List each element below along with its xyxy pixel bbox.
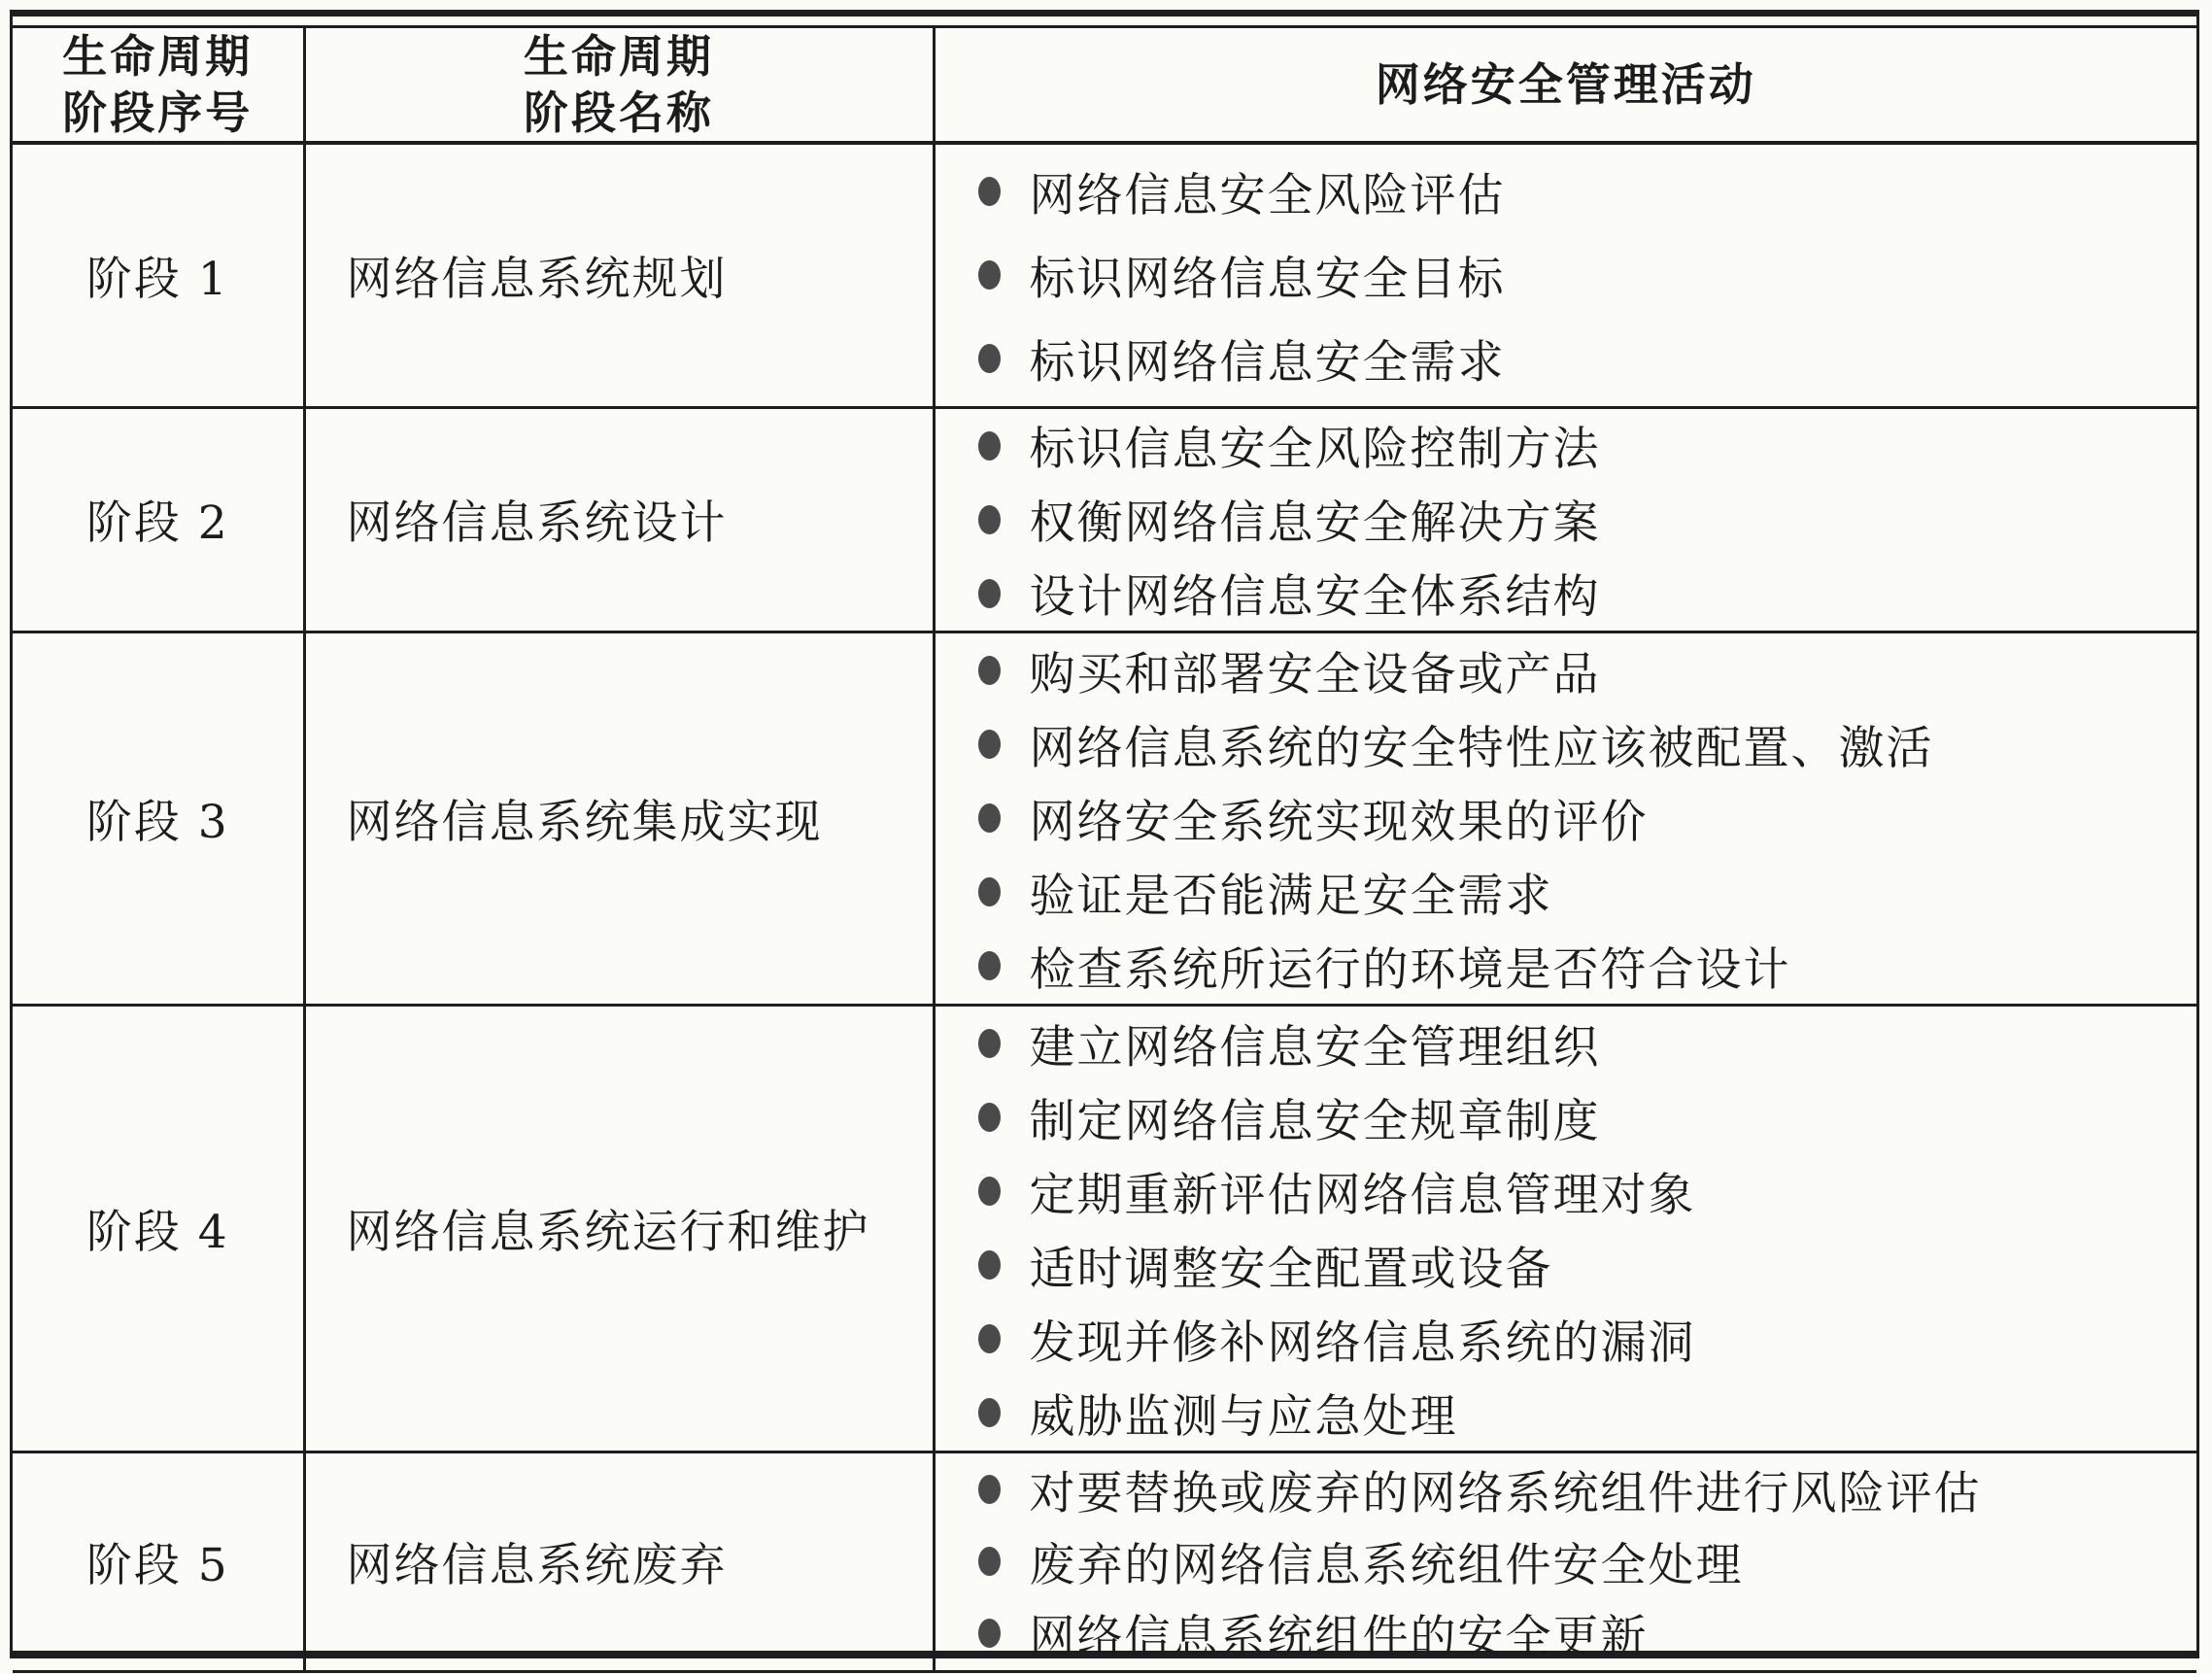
activity-item [978, 1376, 2188, 1450]
activity-text: 设计网络信息安全体系结构 [1029, 570, 1601, 624]
activity-item [978, 233, 2188, 317]
activity-item [978, 317, 2188, 400]
activity-item [978, 1154, 2188, 1228]
activities-cell [934, 632, 2196, 1005]
stage-number-cell: 阶段 3 [85, 795, 229, 849]
activity-item [978, 150, 2188, 233]
header-stage-name [304, 27, 934, 144]
activity-text: 定期重新评估网络信息管理对象 [1029, 1168, 1696, 1222]
bullet-icon [978, 1619, 1001, 1648]
bullet-icon [978, 1398, 1001, 1427]
activity-text: 购买和部署安全设备或产品 [1029, 647, 1601, 701]
activity-text: 标识信息安全风险控制方法 [1029, 423, 1601, 476]
lifecycle-security-table [10, 10, 2199, 1664]
table-row [13, 407, 2196, 632]
bullet-icon [978, 1177, 1001, 1206]
activity-item [978, 1525, 2188, 1597]
table-row [13, 1452, 2196, 1671]
header-stage-number-line2: 阶段序号 [62, 86, 254, 139]
bullet-icon [978, 730, 1001, 759]
activity-text: 标识网络信息安全需求 [1029, 335, 1506, 390]
bullet-icon [978, 344, 1001, 373]
activity-list [936, 1007, 2197, 1450]
activity-item [978, 409, 2188, 483]
activity-text: 网络安全系统实现效果的评价 [1029, 795, 1649, 849]
activity-item [978, 557, 2188, 631]
activity-list [936, 409, 2197, 631]
bullet-icon [978, 431, 1001, 461]
activity-text: 标识网络信息安全目标 [1029, 252, 1506, 306]
activity-text: 权衡网络信息安全解决方案 [1029, 496, 1601, 550]
activity-text: 废弃的网络信息系统组件安全处理 [1029, 1538, 1744, 1592]
header-activities [934, 27, 2196, 144]
bullet-icon [978, 1324, 1001, 1353]
activity-list [936, 633, 2197, 1003]
stage-number-cell: 阶段 4 [85, 1205, 229, 1259]
bullet-icon [978, 1250, 1001, 1280]
activity-item [978, 707, 2188, 781]
table-row [13, 632, 2196, 1005]
activity-text: 验证是否能满足安全需求 [1029, 869, 1553, 923]
bullet-icon [978, 951, 1001, 980]
bullet-icon [978, 656, 1001, 685]
header-stage-name-line2: 阶段名称 [524, 86, 714, 139]
activity-text: 适时调整安全配置或设备 [1029, 1242, 1553, 1296]
activity-text: 发现并修补网络信息系统的漏洞 [1029, 1315, 1696, 1370]
bullet-icon [978, 1475, 1001, 1504]
stage-name-cell: 网络信息系统规划 [304, 143, 934, 407]
bullet-icon [978, 579, 1001, 608]
activity-text: 检查系统所运行的环境是否符合设计 [1029, 942, 1791, 997]
bullet-icon [978, 177, 1001, 206]
activities-cell [934, 143, 2196, 407]
bullet-icon [978, 505, 1001, 534]
activity-item [978, 781, 2188, 855]
activity-item [978, 1453, 2188, 1525]
stage-number-cell: 阶段 1 [85, 252, 229, 306]
activities-cell [934, 1005, 2196, 1452]
activities-cell [934, 1452, 2196, 1671]
stage-number-cell: 阶段 2 [85, 496, 229, 550]
activity-item [978, 1228, 2188, 1302]
table [13, 25, 2196, 1673]
header-row [13, 27, 2196, 144]
header-stage-number [13, 27, 304, 144]
table-row [13, 143, 2196, 407]
activity-list [936, 1453, 2197, 1669]
bullet-icon [978, 877, 1001, 906]
activity-text: 建立网络信息安全管理组织 [1029, 1020, 1601, 1075]
activity-item [978, 1597, 2188, 1669]
activity-item [978, 929, 2188, 1003]
header-activities-label: 网络安全管理活动 [1375, 58, 1756, 111]
activity-item [978, 1302, 2188, 1376]
table-row [13, 1005, 2196, 1452]
stage-name-cell: 网络信息系统设计 [304, 407, 934, 632]
activity-item [978, 1007, 2188, 1080]
activity-text: 制定网络信息安全规章制度 [1029, 1094, 1601, 1148]
activity-item [978, 483, 2188, 557]
bullet-icon [978, 1547, 1001, 1576]
activities-cell [934, 407, 2196, 632]
activity-text: 网络信息系统的安全特性应该被配置、激活 [1029, 721, 1934, 775]
activity-text: 威胁监测与应急处理 [1029, 1389, 1458, 1444]
header-stage-number-line1: 生命周期 [62, 30, 254, 83]
bullet-icon [978, 1029, 1001, 1058]
bullet-icon [978, 1103, 1001, 1132]
activity-item [978, 1080, 2188, 1154]
activity-item [978, 633, 2188, 707]
bullet-icon [978, 260, 1001, 290]
activity-text: 网络信息安全风险评估 [1029, 168, 1506, 222]
header-stage-name-line1: 生命周期 [524, 30, 714, 83]
activity-item [978, 855, 2188, 929]
activity-text: 对要替换或废弃的网络系统组件进行风险评估 [1029, 1466, 1982, 1520]
activity-text: 网络信息系统组件的安全更新 [1029, 1610, 1649, 1664]
bullet-icon [978, 803, 1001, 833]
stage-name-cell: 网络信息系统集成实现 [304, 632, 934, 1005]
stage-number-cell: 阶段 5 [85, 1538, 229, 1592]
stage-name-cell: 网络信息系统运行和维护 [304, 1005, 934, 1452]
stage-name-cell: 网络信息系统废弃 [304, 1452, 934, 1671]
activity-list [936, 150, 2197, 400]
